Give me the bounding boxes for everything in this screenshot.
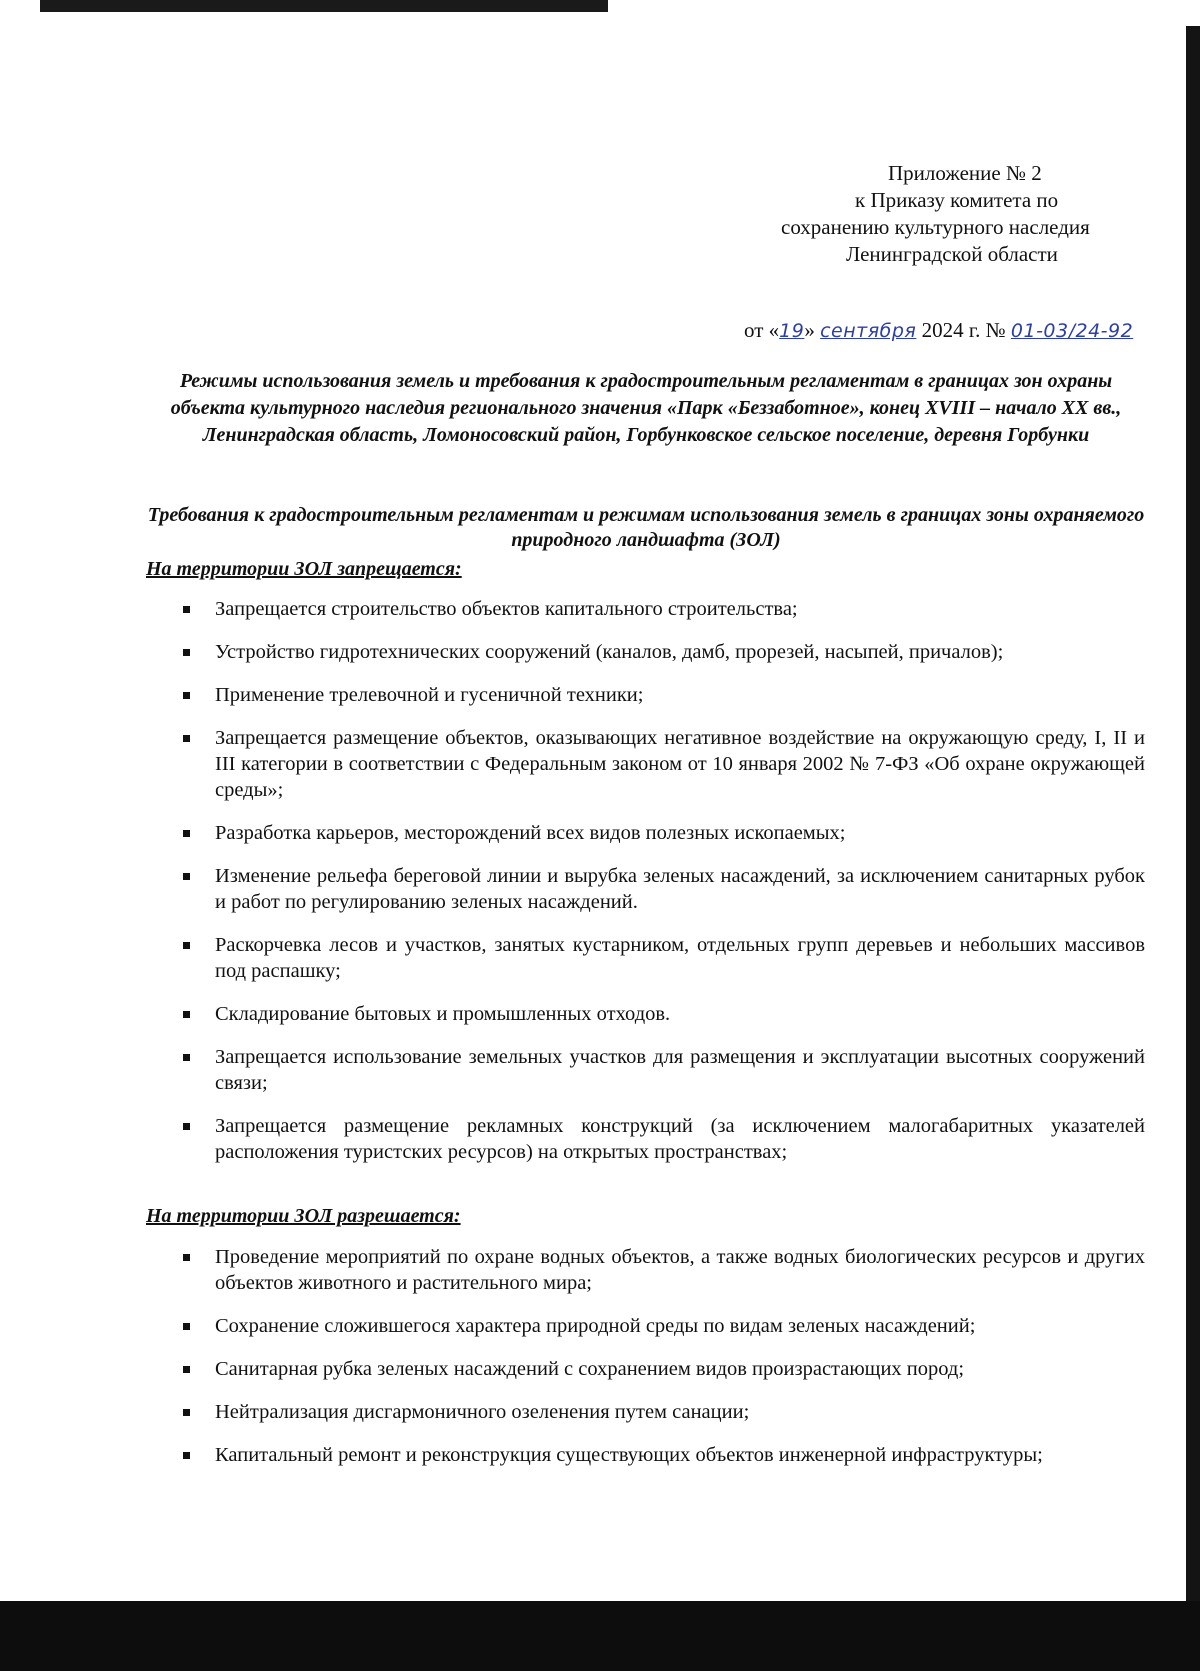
bullet-icon [183, 1409, 190, 1416]
bullet-icon [183, 692, 190, 699]
bullet-icon [183, 1054, 190, 1061]
bullet-icon [183, 1123, 190, 1130]
bullet-icon [183, 1452, 190, 1459]
appendix-line: Ленинградской области [846, 242, 1058, 266]
bullet-icon [183, 649, 190, 656]
order-month-handwritten: сентября [820, 320, 917, 342]
appendix-line: к Приказу комитета по [855, 188, 1059, 212]
bullet-icon [183, 1254, 190, 1261]
bullet-icon [183, 1366, 190, 1373]
bullet-icon [183, 606, 190, 613]
list-item: Раскорчевка лесов и участков, занятых кустарником, отдельных групп деревьев и небольших массивов под распашку; [183, 932, 1145, 984]
allowed-list [183, 1244, 1145, 1485]
scan-edge-right [1186, 26, 1200, 1671]
bullet-icon [183, 830, 190, 837]
order-year: 2024 г. № [916, 318, 1011, 342]
order-number-handwritten: 01-03/24-92 [1010, 320, 1134, 342]
list-item: Складирование бытовых и промышленных отходов. [183, 1001, 1145, 1027]
list-item: Изменение рельефа береговой линии и вырубка зеленых насаждений, за исключением санитарных рубок и работ по регулированию зеленых насаждений. [183, 863, 1145, 915]
appendix-line: сохранению культурного наследия [781, 215, 1090, 239]
order-prefix: от « [744, 318, 780, 342]
document-title: Режимы использования земель и требования к градостроительным регламентам в границах зон охраны объекта культурного наследия регионального значения «Парк «Беззаботное», конец XVIII – начало XX вв., Ленинградская область, Ломоносовский район, Горбунковское сельское поселение, деревня Горбунки [170, 370, 1122, 446]
order-mid: » [804, 318, 821, 342]
list-item: Проведение мероприятий по охране водных объектов, а также водных биологических ресурсов и других объектов животного и растительного мира; [183, 1244, 1145, 1296]
order-day-handwritten: 19 [779, 320, 805, 342]
bullet-icon [183, 735, 190, 742]
appendix-header [700, 160, 1200, 268]
bullet-icon [183, 1011, 190, 1018]
prohibited-list [183, 596, 1145, 1182]
bullet-icon [183, 873, 190, 880]
scan-edge-bottom [0, 1601, 1200, 1671]
list-item: Санитарная рубка зеленых насаждений с сохранением видов произрастающих пород; [183, 1356, 1145, 1382]
bullet-icon [183, 1323, 190, 1330]
list-item: Разработка карьеров, месторождений всех видов полезных ископаемых; [183, 820, 1145, 846]
allowed-heading: На территории ЗОЛ разрешается: [146, 1205, 461, 1227]
list-item: Запрещается строительство объектов капитального строительства; [183, 596, 1145, 622]
appendix-line: Приложение № 2 [888, 161, 1042, 185]
section-subtitle: Требования к градостроительным регламентам и режимам использования земель в границах зоны охраняемого природного ландшафта (ЗОЛ) [147, 504, 1145, 551]
prohibited-heading: На территории ЗОЛ запрещается: [146, 558, 462, 580]
list-item: Запрещается размещение рекламных конструкций (за исключением малогабаритных указателей расположения туристских ресурсов) на открытых пространствах; [183, 1113, 1145, 1165]
list-item: Запрещается размещение объектов, оказывающих негативное воздействие на окружающую среду, I, II и III категории в соответствии с Федеральным законом от 10 января 2002 № 7-ФЗ «Об охране окружающей среды»; [183, 725, 1145, 803]
list-item: Применение трелевочной и гусеничной техники; [183, 682, 1145, 708]
bullet-icon [183, 942, 190, 949]
list-item: Устройство гидротехнических сооружений (каналов, дамб, прорезей, насыпей, причалов); [183, 639, 1145, 665]
list-item: Нейтрализация дисгармоничного озеленения путем санации; [183, 1399, 1145, 1425]
scan-edge-top [40, 0, 608, 12]
list-item: Капитальный ремонт и реконструкция существующих объектов инженерной инфраструктуры; [183, 1442, 1145, 1468]
order-reference [744, 316, 1133, 345]
list-item: Запрещается использование земельных участков для размещения и эксплуатации высотных сооружений связи; [183, 1044, 1145, 1096]
list-item: Сохранение сложившегося характера природной среды по видам зеленых насаждений; [183, 1313, 1145, 1339]
